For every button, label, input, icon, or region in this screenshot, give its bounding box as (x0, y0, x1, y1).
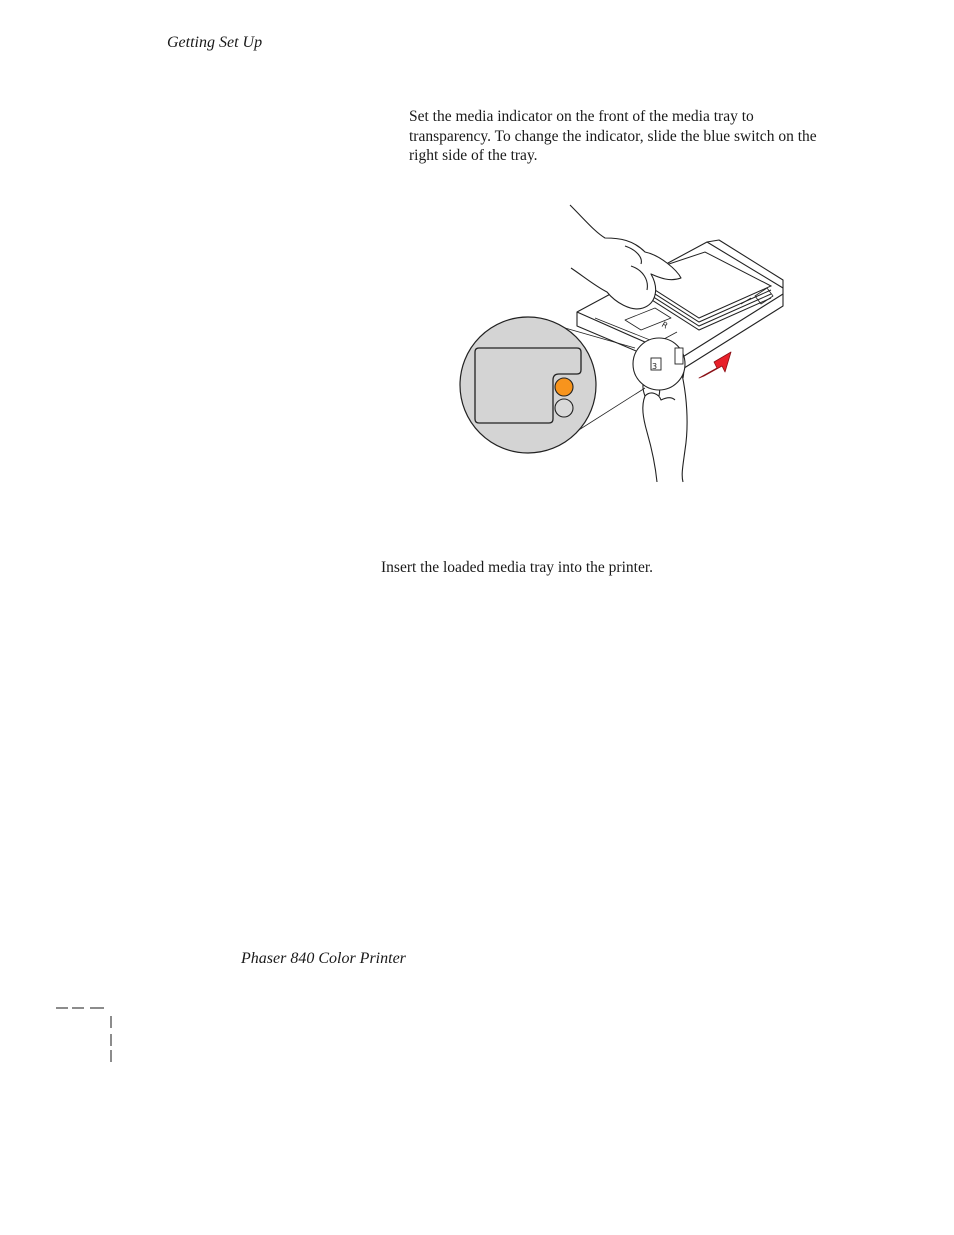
indicator-transparency-light (555, 378, 573, 396)
step-line: Set the media indicator on the front of the media tray to (409, 108, 754, 125)
indicator-paper-light (555, 399, 573, 417)
step-set-media-indicator (409, 107, 879, 166)
footer-product-name: Phaser 840 Color Printer (241, 950, 406, 967)
step-insert-tray: Insert the loaded media tray into the printer. (381, 559, 654, 576)
running-head: Getting Set Up (167, 34, 263, 51)
crop-marks (54, 1002, 114, 1066)
step-line: transparency. To change the indicator, slide the blue switch on the (409, 127, 817, 145)
indicator-magnifier (460, 317, 596, 453)
media-tray-illustration (455, 200, 795, 485)
step-line: right side of the tray. (409, 147, 538, 164)
tray-label: R (660, 319, 670, 331)
tray-slot-number: 3 (652, 362, 658, 371)
